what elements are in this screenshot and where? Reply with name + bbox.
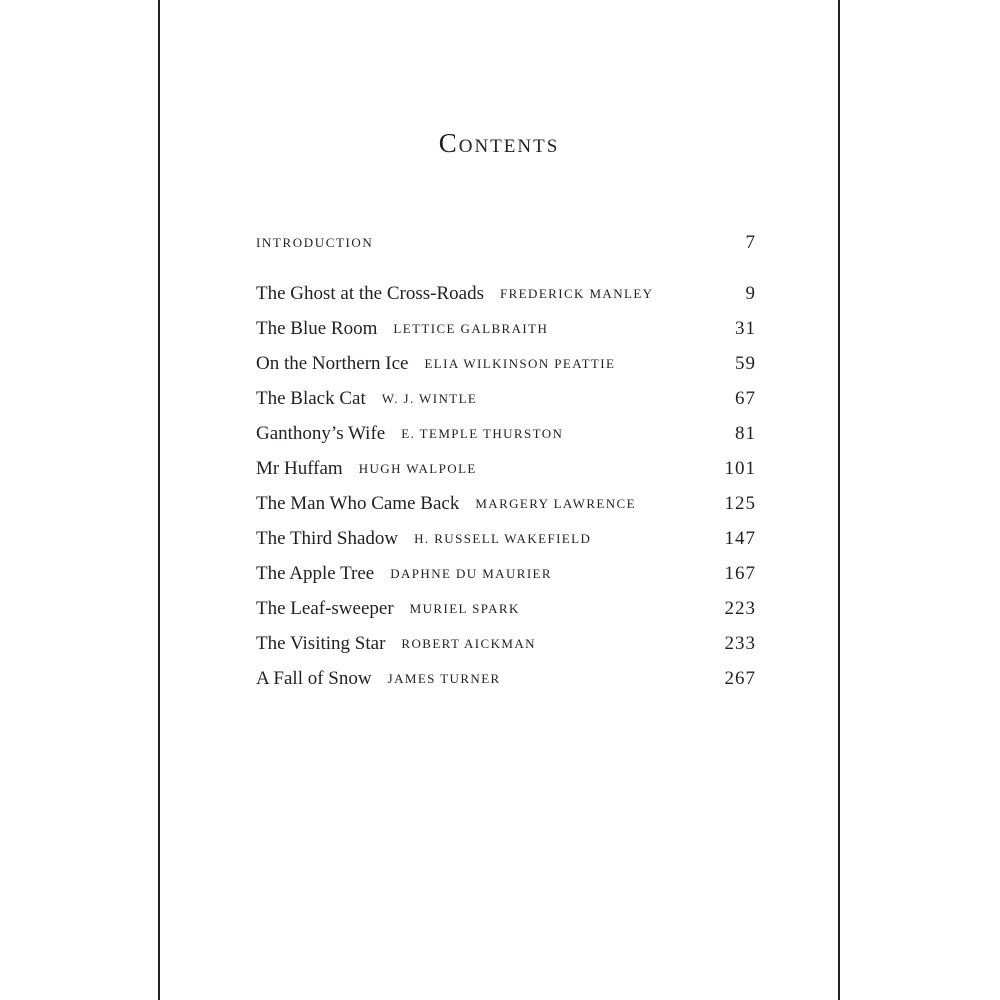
- story-heading: [256, 316, 548, 342]
- story-page-number: 67: [735, 388, 756, 409]
- introduction-page-number: 7: [745, 232, 756, 253]
- book-page: [158, 0, 840, 1000]
- story-author: JAMES TURNER: [387, 671, 501, 686]
- story-title: The Ghost at the Cross-Roads: [256, 283, 484, 304]
- story-title: A Fall of Snow: [256, 668, 372, 689]
- story-title: On the Northern Ice: [256, 353, 409, 374]
- story-page-number: 223: [724, 598, 756, 619]
- story-author: E. TEMPLE THURSTON: [401, 426, 564, 441]
- contents-entry: [256, 456, 756, 491]
- contents-entry: [256, 666, 756, 701]
- story-page-number: 125: [724, 493, 756, 514]
- story-title: The Apple Tree: [256, 563, 375, 584]
- story-heading: [256, 491, 636, 517]
- story-author: MURIEL SPARK: [409, 601, 520, 616]
- story-page-number: 59: [735, 353, 756, 374]
- story-heading: [256, 631, 536, 657]
- story-title: The Blue Room: [256, 318, 378, 339]
- contents-entry: [256, 281, 756, 316]
- story-page-number: 147: [724, 528, 756, 549]
- story-heading: [256, 421, 563, 447]
- contents-entry: [256, 351, 756, 386]
- story-author: LETTICE GALBRAITH: [393, 321, 549, 336]
- story-author: ROBERT AICKMAN: [401, 636, 536, 651]
- story-author: W. J. WINTLE: [381, 391, 478, 406]
- introduction-entry: [256, 230, 756, 256]
- story-author: HUGH WALPOLE: [358, 461, 477, 476]
- story-page-number: 233: [724, 633, 756, 654]
- contents-entry: [256, 526, 756, 561]
- contents-entry: [256, 596, 756, 631]
- story-page-number: 267: [724, 668, 756, 689]
- story-title: The Third Shadow: [256, 528, 399, 549]
- story-heading: [256, 386, 477, 412]
- story-page-number: 101: [724, 458, 756, 479]
- story-heading: [256, 596, 520, 622]
- story-title: The Man Who Came Back: [256, 493, 460, 514]
- contents-list: [256, 281, 756, 701]
- story-heading: [256, 281, 653, 307]
- story-heading: [256, 351, 615, 377]
- story-author: DAPHNE DU MAURIER: [390, 566, 552, 581]
- story-title: The Leaf-sweeper: [256, 598, 394, 619]
- story-author: MARGERY LAWRENCE: [475, 496, 636, 511]
- contents-entry: [256, 491, 756, 526]
- story-heading: [256, 456, 477, 482]
- story-page-number: 167: [724, 563, 756, 584]
- story-title: The Black Cat: [256, 388, 366, 409]
- story-author: H. RUSSELL WAKEFIELD: [414, 531, 592, 546]
- story-title: Ganthony’s Wife: [256, 423, 386, 444]
- story-page-number: 9: [745, 283, 756, 304]
- story-heading: [256, 666, 501, 692]
- story-heading: [256, 526, 591, 552]
- story-title: The Visiting Star: [256, 633, 386, 654]
- contents-heading: Contents: [438, 128, 560, 158]
- story-author: FREDERICK MANLEY: [499, 286, 654, 301]
- introduction-label: INTRODUCTION: [256, 235, 374, 250]
- story-page-number: 31: [735, 318, 756, 339]
- story-author: ELIA WILKINSON PEATTIE: [424, 356, 616, 371]
- contents-entry: [256, 631, 756, 666]
- contents-entry: [256, 316, 756, 351]
- story-title: Mr Huffam: [256, 458, 343, 479]
- contents-entry: [256, 561, 756, 596]
- story-page-number: 81: [735, 423, 756, 444]
- story-heading: [256, 561, 552, 587]
- contents-entry: [256, 421, 756, 456]
- contents-entry: [256, 386, 756, 421]
